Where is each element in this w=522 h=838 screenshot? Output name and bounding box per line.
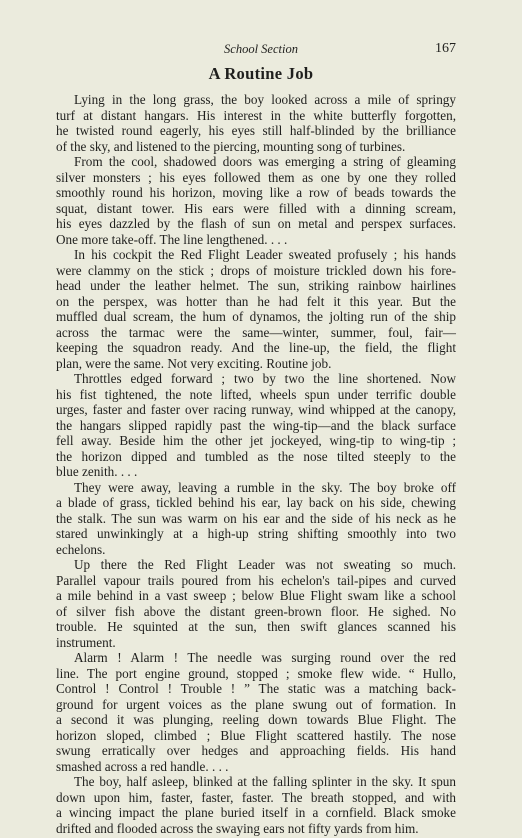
text-line: The boy, half asleep, blinked at the falling splinter in the sky. It spun <box>74 774 456 789</box>
text-line: the stalk. The sun was warm on his ear and the side of his neck as he <box>56 510 456 526</box>
text-line: his fist tightened, the note lifted, wheels spun under terrific double <box>56 386 456 402</box>
text-line: stared unwinkingly at a high-up string shifting smoothly into two <box>56 526 456 541</box>
text-line: a mile behind in a vast sweep ; below Blue Flight swam like a school <box>56 588 456 603</box>
text-line: trouble. He squinted at the sun, then swift glances scanned his <box>56 619 456 634</box>
text-line: blue zenith. . . . <box>56 464 138 479</box>
text-line: were clammy on the stick ; drops of moisture trickled down his fore- <box>56 262 456 278</box>
page-number: 167 <box>435 41 456 56</box>
text-line: instrument. <box>56 634 116 650</box>
text-line: his eyes dazzled by the flash of sun on metal and perspex surfaces. <box>56 216 456 231</box>
text-line: line. The port engine ground, stopped ; smoke flew wide. “ Hullo, <box>56 665 456 681</box>
text-line: fell away. Beside him the other jet jockeyed, wing-tip to wing-tip ; <box>56 433 456 448</box>
article-body <box>56 92 456 836</box>
text-line: muffled dual scream, the hum of dynamos, the jolting run of the ship <box>56 309 456 324</box>
text-line: horizon sloped, climbed ; Blue Flight scattered hastily. The nose <box>56 727 456 743</box>
text-line: swung erratically over hedges and approaching fields. His hand <box>56 743 456 758</box>
text-line: keeping the squadron ready. And the line-up, the field, the flight <box>56 340 456 355</box>
text-line: smashed across a red handle. . . . <box>56 758 229 774</box>
text-line: Control ! Control ! Trouble ! ” The static was a matching back- <box>56 681 456 696</box>
text-line: plan, were the same. Not very exciting. Routine job. <box>56 355 332 371</box>
text-line: on the perspex, was hotter than he had felt it this year. But the <box>56 293 456 309</box>
text-line: a wincing impact the plane buried itself in a cornfield. Black smoke <box>56 805 456 820</box>
text-line: across the tarmac were the same—winter, summer, foul, fair— <box>56 324 456 340</box>
text-line: squat, distant tower. His ears were filled with a dinning scream, <box>56 200 456 216</box>
text-line: urges, faster and faster over racing runway, wind whipped at the canopy, <box>56 402 456 417</box>
text-line: smoothly round his horizon, moving like a row of beads towards the <box>56 185 456 200</box>
text-line: of silver fish above the distant green-brown floor. He sighed. No <box>56 603 456 619</box>
text-line: They were away, leaving a rumble in the sky. The boy broke off <box>74 479 456 495</box>
text-line: In his cockpit the Red Flight Leader sweated profusely ; his hands <box>74 247 456 262</box>
text-line: Throttles edged forward ; two by two the line shortened. Now <box>74 371 456 386</box>
text-line: the hangars slipped rapidly past the wing-tip—and the black surface <box>56 417 456 433</box>
text-line: drifted and flooded across the swaying ears not fifty yards from him. <box>56 820 419 836</box>
text-line: Up there the Red Flight Leader was not sweating so much. <box>74 557 456 572</box>
text-line: head under the leather helmet. The sun, striking rainbow hairlines <box>56 278 456 293</box>
text-line: From the cool, shadowed doors was emerging a string of gleaming <box>74 154 456 169</box>
text-line: he twisted round eagerly, his eyes still half-blinded by the brilliance <box>56 123 456 138</box>
text-line: turf at distant hangars. His interest in the white butterfly forgotten, <box>56 107 456 123</box>
text-line: echelons. <box>56 541 106 557</box>
text-line: down upon him, faster, faster, faster. The breath stopped, and with <box>56 789 456 805</box>
running-head <box>0 42 522 58</box>
section-title: School Section <box>224 42 298 56</box>
text-line: silver monsters ; his eyes followed them as one by one they rolled <box>56 169 456 185</box>
text-line: a blade of grass, tickled behind his ear, lay back on his side, chewing <box>56 495 456 510</box>
text-line: One more take-off. The line lengthened. . . . <box>56 231 288 247</box>
text-line: a second it was plunging, reeling down towards Blue Flight. The <box>56 712 456 727</box>
article-title: A Routine Job <box>208 64 314 83</box>
text-line: the horizon dipped and tumbled as the nose tilted steeply to the <box>56 448 456 464</box>
text-line: Parallel vapour trails poured from his echelon's tail-pipes and curved <box>56 572 456 588</box>
text-line: Lying in the long grass, the boy looked across a mile of springy <box>74 92 456 107</box>
text-line: Alarm ! Alarm ! The needle was surging round over the red <box>74 650 456 665</box>
text-line: of the sky, and listened to the piercing, mounting song of turbines. <box>56 138 406 154</box>
text-line: ground for urgent voices as the plane swung out of formation. In <box>56 696 456 712</box>
